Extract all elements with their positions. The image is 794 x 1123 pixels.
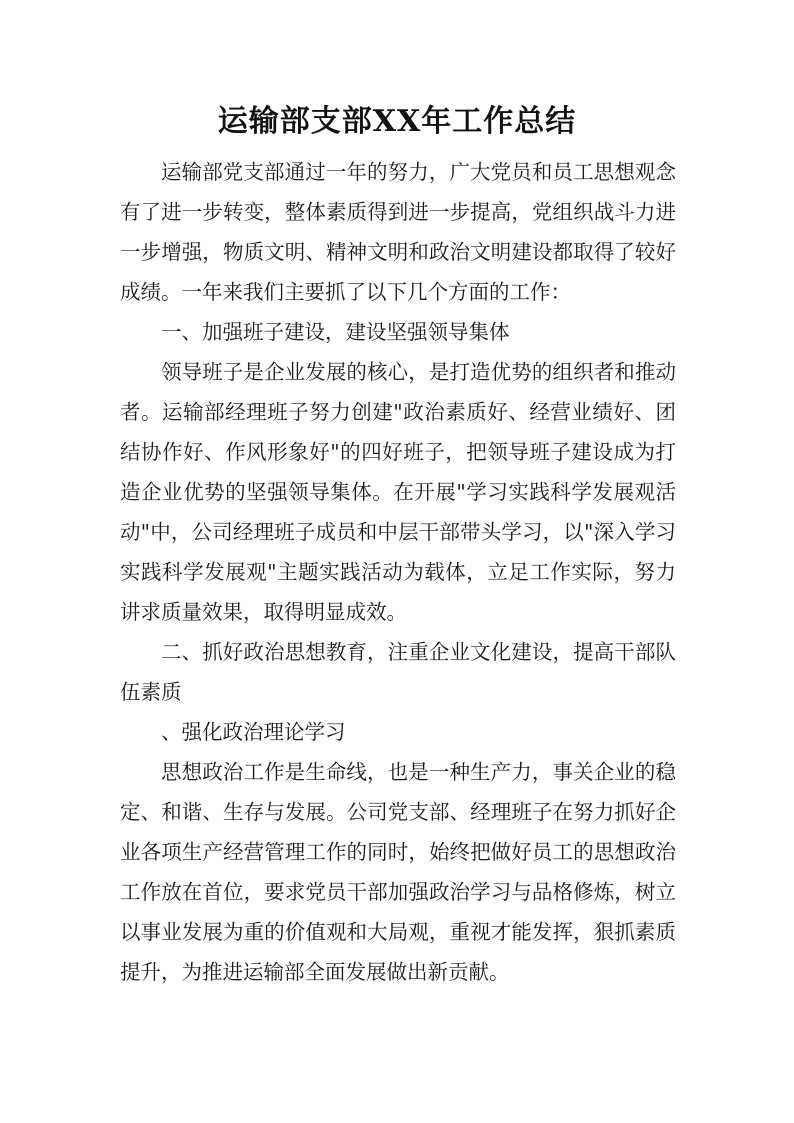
heading-section-2: 二、抓好政治思想教育，注重企业文化建设，提高干部队伍素质 (120, 640, 676, 704)
heading-subsection-1: 、强化政治理论学习 (161, 720, 346, 744)
heading-section-1: 一、加强班子建设，建设坚强领导集体 (161, 320, 510, 344)
paragraph-leadership: 领导班子是企业发展的核心，是打造优势的组织者和推动者。运输部经理班子努力创建"政治素质好、经营业绩好、团结协作好、作风形象好"的四好班子，把领导班子建设成为打造企业优势的坚强领导集体。在开展"学习实践科学发展观活动"中，公司经理班子成员和中层干部带头学习，以"深入学习实践科学发展观"主题实践活动为载体，立足工作实际，努力讲求质量效果，取得明显成效。 (120, 360, 676, 624)
document-title: 运输部支部XX年工作总结 (217, 104, 577, 139)
paragraph-political-work: 思想政治工作是生命线，也是一种生产力，事关企业的稳定、和谐、生存与发展。公司党支部、经理班子在努力抓好企业各项生产经营管理工作的同时，始终把做好员工的思想政治工作放在首位，要求党员干部加强政治学习与品格修炼，树立以事业发展为重的价值观和大局观，重视才能发挥，狠抓素质提升，为推进运输部全面发展做出新贡献。 (120, 760, 676, 984)
document-body (120, 152, 676, 992)
paragraph-intro: 运输部党支部通过一年的努力，广大党员和员工思想观念有了进一步转变，整体素质得到进一步提高，党组织战斗力进一步增强，物质文明、精神文明和政治文明建设都取得了较好成绩。一年来我们主要抓了以下几个方面的工作： (120, 160, 676, 304)
